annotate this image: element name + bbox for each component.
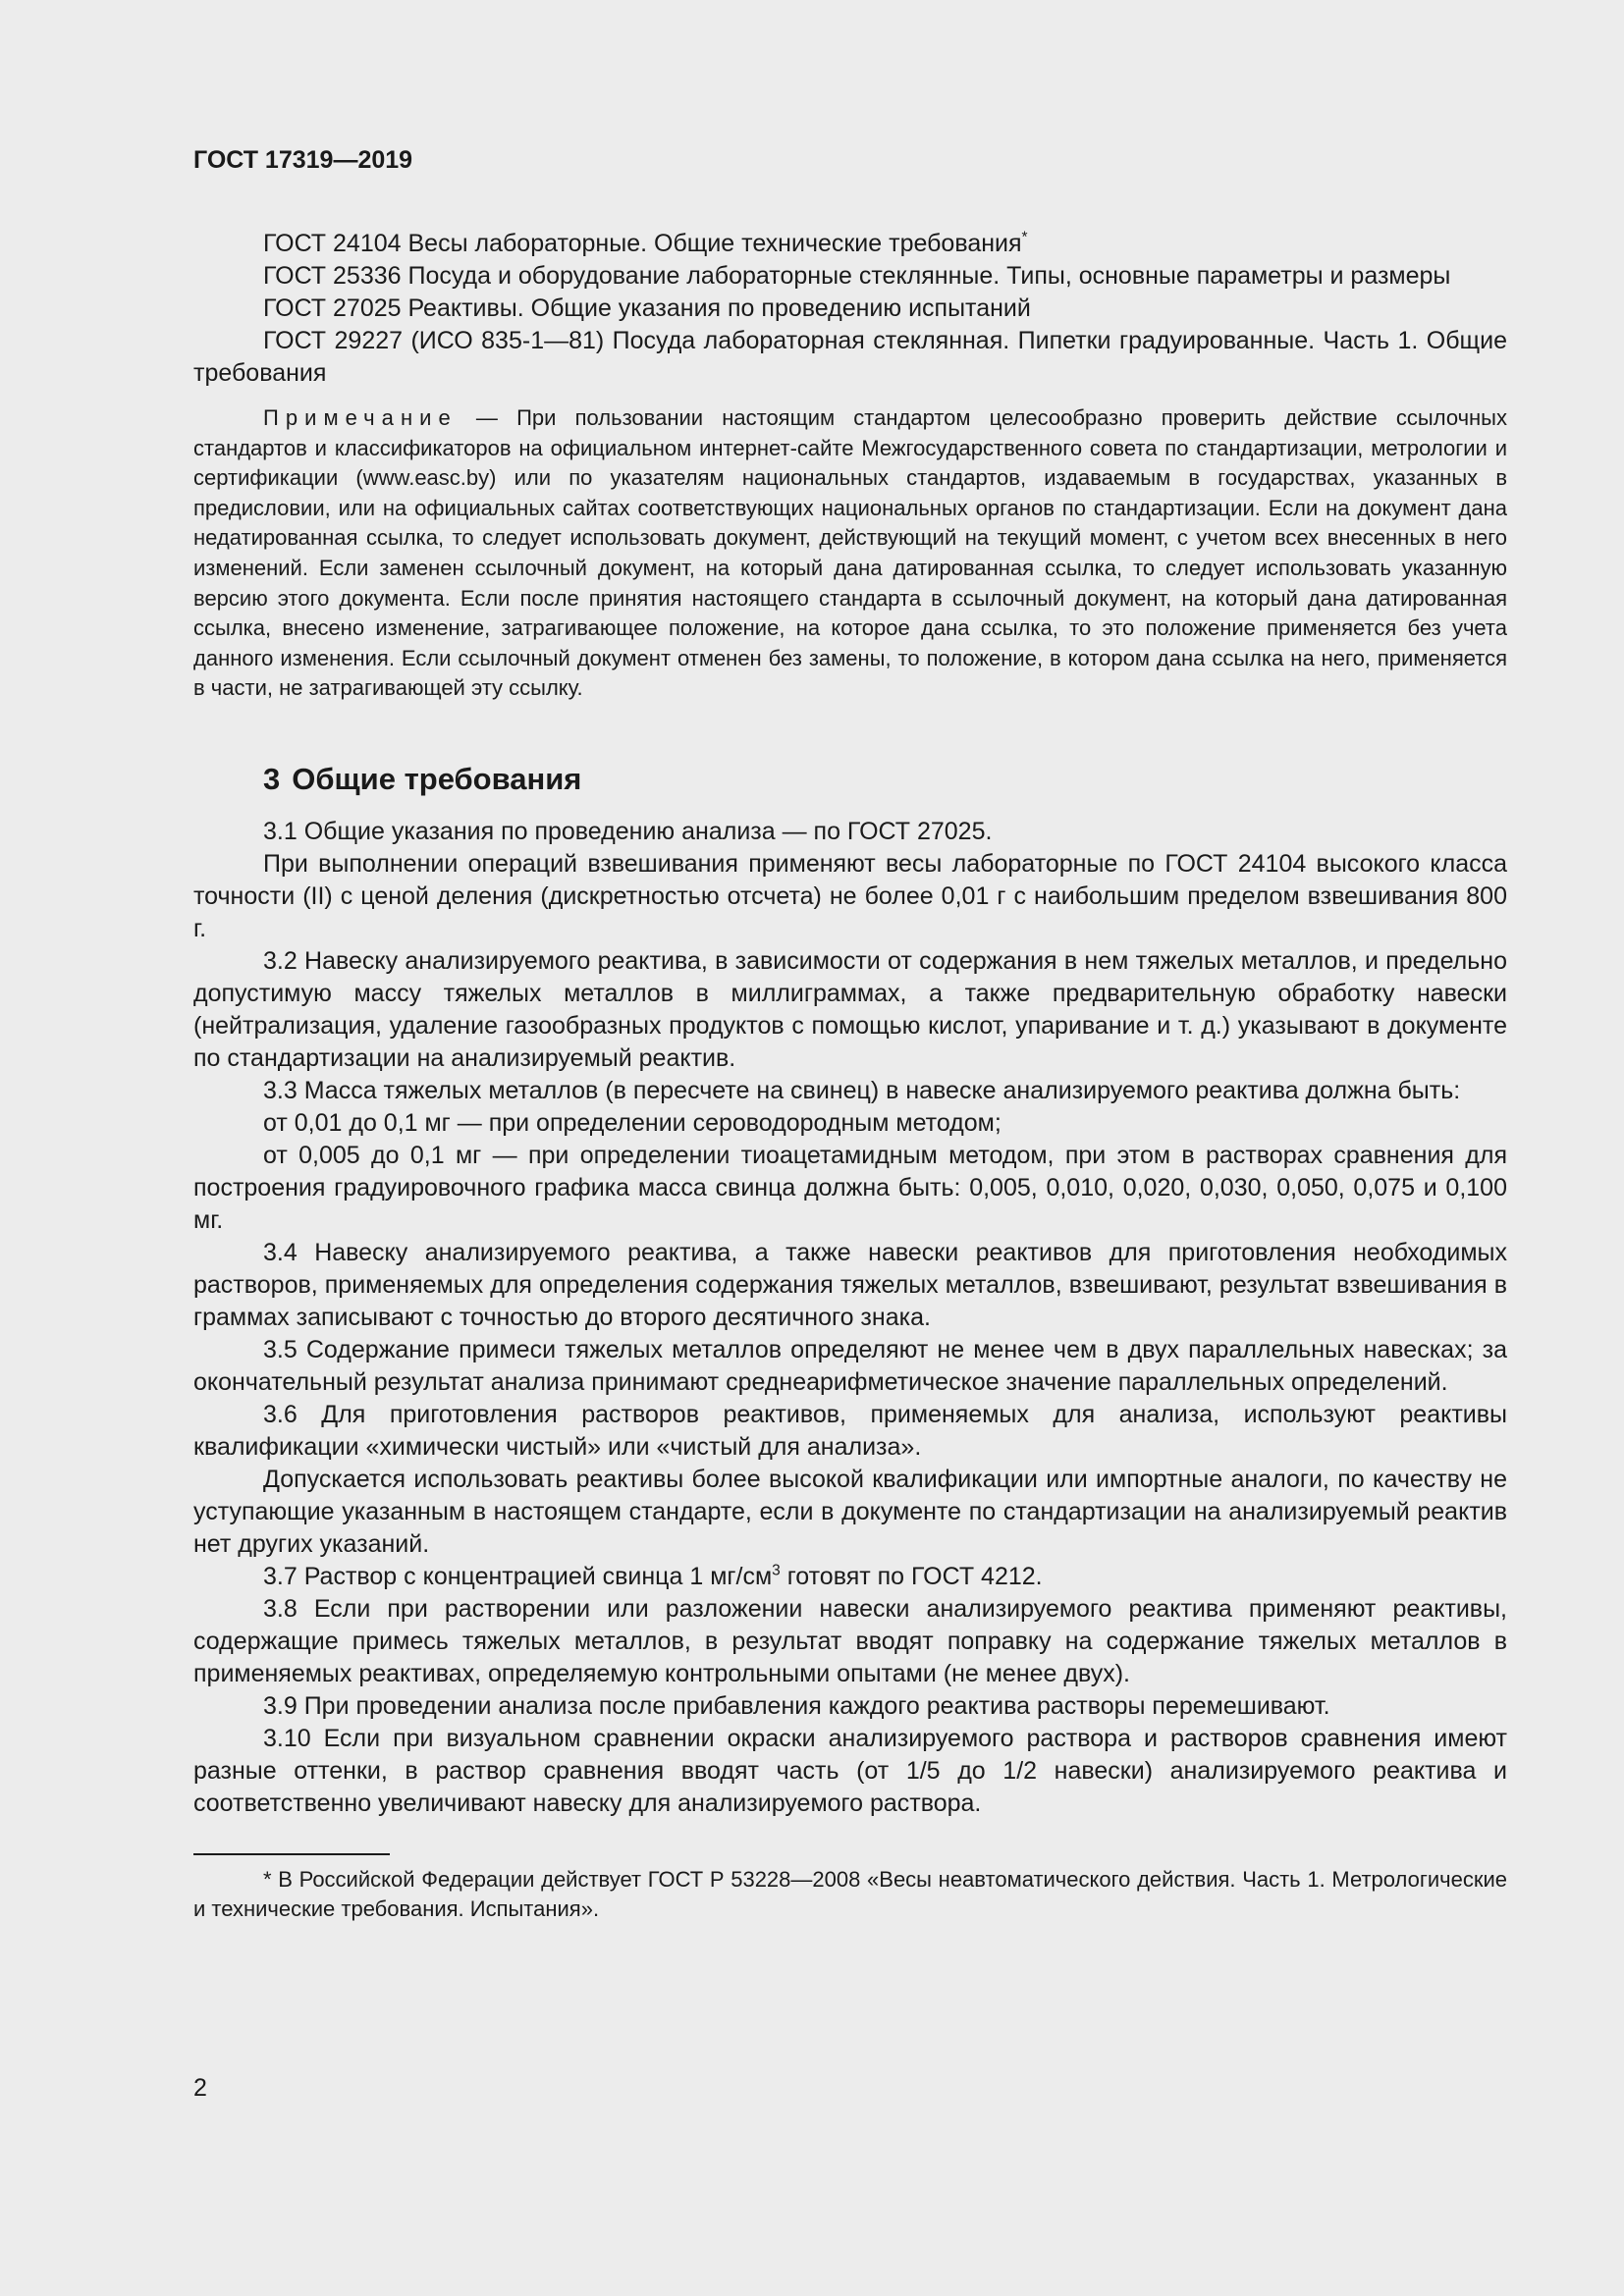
footnote-mark: * (1021, 229, 1028, 246)
paragraph: 3.5 Содержание примеси тяжелых металлов определяют не менее чем в двух параллельных навесках; за окончательный результат анализа принимают среднеарифметическое значение параллельных определений. (193, 1335, 1507, 1396)
reference-item: ГОСТ 29227 (ИСО 835-1—81) Посуда лабораторная стеклянная. Пипетки градуированные. Часть 1. Общие требования (193, 327, 1507, 387)
paragraph: 3.1 Общие указания по проведению анализа — по ГОСТ 27025. (263, 817, 993, 845)
reference-item: ГОСТ 25336 Посуда и оборудование лабораторные стеклянные. Типы, основные параметры и размеры (263, 262, 1451, 290)
page-content (193, 145, 1507, 1924)
paragraph: 3.2 Навеску анализируемого реактива, в зависимости от содержания в нем тяжелых металлов, и предельно допустимую массу тяжелых металлов в миллиграммах, а также предварительную обработку навески (нейтрализация, удаление газообразных продуктов с помощью кислот, упаривание и т. д.) указывают в документе по стандартизации на анализируемый реактив. (193, 946, 1507, 1072)
section-heading (263, 761, 1507, 798)
note-text: — При пользовании настоящим стандартом целесообразно проверить действие ссылочных стандартов и классификаторов на официальном интернет-сайте Межгосударственного совета по стандартизации, метрологии и сертификации (www.easc.by) или по указателям национальных стандартов, издаваемым в государствах, указанных в предисловии, или на официальных сайтах соответствующих национальных органов по стандартизации. Если на документ дана недатированная ссылка, то следует использовать документ, действующий на текущий момент, с учетом всех внесенных в него изменений. Если заменен ссылочный документ, на который дана датированная ссылка, то следует использовать указанную версию этого документа. Если после принятия настоящего стандарта в ссылочный документ, на который дана датированная ссылка, внесено изменение, затрагивающее положение, на которое дана ссылка, то это положение применяется без учета данного изменения. Если ссылочный документ отменен без замены, то положение, в котором дана ссылка на него, применяется в части, не затрагивающей эту ссылку. (193, 405, 1507, 701)
paragraph: 3.10 Если при визуальном сравнении окраски анализируемого раствора и растворов сравнения имеют разные оттенки, в раствор сравнения вводят часть (от 1/5 до 1/2 навески) анализируемого реактива и соответственно увеличивают навеску для анализируемого раствора. (193, 1724, 1507, 1817)
reference-item: ГОСТ 24104 Весы лабораторные. Общие технические требования* (263, 229, 1028, 257)
paragraph: 3.3 Масса тяжелых металлов (в пересчете на свинец) в навеске анализируемого реактива должна быть: (263, 1076, 1461, 1104)
footnote (193, 1865, 1507, 1924)
paragraph: 3.9 При проведении анализа после прибавления каждого реактива растворы перемешивают. (263, 1691, 1330, 1720)
paragraph: 3.7 Раствор с концентрацией свинца 1 $мг/см^3$ готовят по ГОСТ 4212. (263, 1562, 1043, 1590)
paragraph: При выполнении операций взвешивания применяют весы лабораторные по ГОСТ 24104 высокого класса точности (II) с ценой деления (дискретностью отсчета) не более 0,01 г с наибольшим пределом взвешивания 800 г. (193, 849, 1507, 942)
page-number: 2 (193, 2074, 207, 2102)
normative-references (193, 228, 1507, 390)
reference-item: ГОСТ 27025 Реактивы. Общие указания по проведению испытаний (263, 294, 1031, 322)
paragraph: 3.4 Навеску анализируемого реактива, а также навески реактивов для приготовления необходимых растворов, применяемых для определения содержания тяжелых металлов, взвешивают, результат взвешивания в граммах записывают с точностью до второго десятичного знака. (193, 1238, 1507, 1331)
paragraph: от 0,005 до 0,1 мг — при определении тиоацетамидным методом, при этом в растворах сравнения для построения градуировочного графика масса свинца должна быть: 0,005, 0,010, 0,020, 0,030, 0,050, 0,075 и 0,100 мг. (193, 1141, 1507, 1234)
section-title: Общие требования (292, 761, 582, 796)
note-label: Примечание (263, 405, 458, 430)
footnote-mark: * (263, 1866, 272, 1892)
paragraph: 3.6 Для приготовления растворов реактивов, применяемых для анализа, используют реактивы квалификации «химически чистый» или «чистый для анализа». (193, 1400, 1507, 1461)
note (193, 403, 1507, 704)
running-head: ГОСТ 17319—2019 (193, 146, 413, 174)
paragraph: Допускается использовать реактивы более высокой квалификации или импортные аналоги, по качеству не уступающие указанным в настоящем стандарте, если в документе по стандартизации на анализируемый реактив нет других указаний. (193, 1465, 1507, 1558)
footnote-text: В Российской Федерации действует ГОСТ Р 53228—2008 «Весы неавтоматического действия. Часть 1. Метрологические и технические требования. Испытания». (193, 1866, 1507, 1921)
section-number: 3 (263, 761, 281, 796)
paragraph: 3.8 Если при растворении или разложении навески анализируемого реактива применяют реактивы, содержащие примесь тяжелых металлов, в результат вводят поправку на содержание тяжелых металлов в применяемых реактивах, определяемую контрольными опытами (не менее двух). (193, 1594, 1507, 1687)
paragraph: от 0,01 до 0,1 мг — при определении сероводородным методом; (263, 1108, 1001, 1137)
section-body (193, 816, 1507, 1820)
footnote-divider (193, 1853, 390, 1855)
superscript: 3 (772, 1562, 781, 1579)
